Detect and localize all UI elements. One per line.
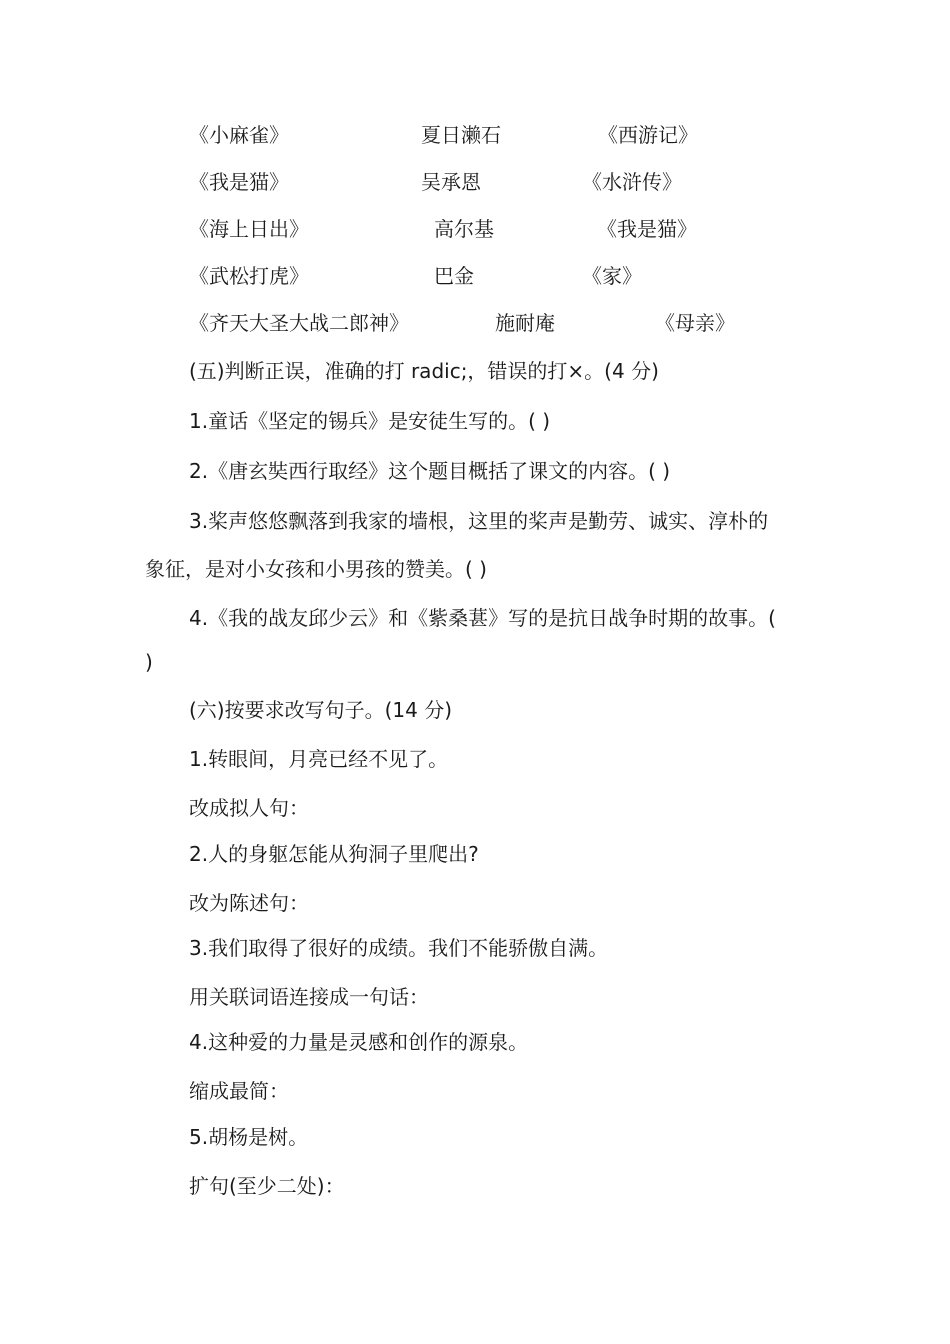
matching-book: 《西游记》 <box>598 123 698 147</box>
matching-book: 《水浒传》 <box>582 170 682 194</box>
matching-work: 《小麻雀》 <box>189 123 289 147</box>
question-item: 1.童话《坚定的锡兵》是安徒生写的。( ) <box>189 409 551 433</box>
instruction-label: 缩成最简： <box>189 1079 289 1103</box>
instruction-label: 用关联词语连接成一句话： <box>189 985 429 1009</box>
question-item: 4.这种爱的力量是灵感和创作的源泉。 <box>189 1030 529 1054</box>
matching-book: 《母亲》 <box>655 311 735 335</box>
question-item: 2.《唐玄奘西行取经》这个题目概括了课文的内容。( ) <box>189 459 671 483</box>
question-item-continuation: 象征，是对小女孩和小男孩的赞美。( ) <box>145 557 487 581</box>
matching-author: 施耐庵 <box>495 311 555 335</box>
question-item: 2.人的身躯怎能从狗洞子里爬出? <box>189 842 479 866</box>
question-item: 1.转眼间，月亮已经不见了。 <box>189 747 449 771</box>
question-item: 3.我们取得了很好的成绩。我们不能骄傲自满。 <box>189 936 609 960</box>
instruction-label: 改为陈述句： <box>189 891 309 915</box>
question-item: 3.桨声悠悠飘落到我家的墙根，这里的桨声是勤劳、诚实、淳朴的 <box>189 509 769 533</box>
matching-book: 《家》 <box>582 264 642 288</box>
instruction-label: 改成拟人句： <box>189 796 309 820</box>
matching-row <box>0 309 950 337</box>
matching-row <box>0 215 950 243</box>
matching-work: 《海上日出》 <box>189 217 309 241</box>
matching-row <box>0 121 950 149</box>
matching-author: 夏日濑石 <box>421 123 501 147</box>
matching-author: 高尔基 <box>434 217 494 241</box>
section-heading: (六)按要求改写句子。(14 分) <box>189 698 453 722</box>
matching-row <box>0 262 950 290</box>
matching-row <box>0 168 950 196</box>
question-item: 5.胡杨是树。 <box>189 1125 309 1149</box>
matching-author: 吴承恩 <box>421 170 481 194</box>
matching-author: 巴金 <box>434 264 474 288</box>
matching-work: 《齐天大圣大战二郎神》 <box>189 311 409 335</box>
matching-work: 《武松打虎》 <box>189 264 309 288</box>
section-heading: (五)判断正误，准确的打 radic;，错误的打×。(4 分) <box>189 359 659 383</box>
matching-book: 《我是猫》 <box>597 217 697 241</box>
instruction-label: 扩句(至少二处)： <box>189 1174 345 1198</box>
question-item-continuation: ) <box>145 650 153 674</box>
question-item: 4.《我的战友邱少云》和《紫桑葚》写的是抗日战争时期的故事。( <box>189 606 776 630</box>
matching-work: 《我是猫》 <box>189 170 289 194</box>
